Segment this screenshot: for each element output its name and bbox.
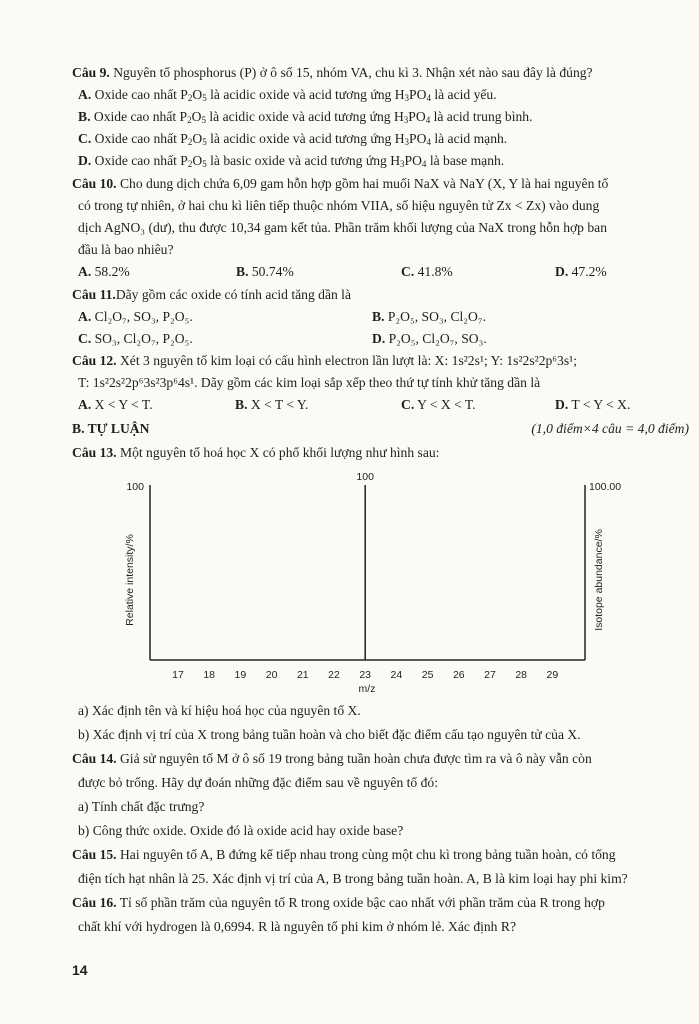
q10-option-d: D. 47.2% bbox=[555, 264, 607, 279]
q13-part-a: a) Xác định tên và kí hiệu hoá học của nguyên tố X. bbox=[78, 703, 361, 718]
x-axis-label: m/z bbox=[358, 683, 376, 695]
q12-option-a: A. X < Y < T. bbox=[78, 397, 153, 412]
x-tick-label: 29 bbox=[546, 669, 559, 681]
q10-label: Câu 10. bbox=[72, 176, 117, 191]
q9-option-a: A. Oxide cao nhất $P_2O_5$ là acidic oxide và acid tương ứng $H_3PO_4$ là acid yếu. bbox=[78, 87, 497, 103]
x-tick-label: 26 bbox=[452, 669, 465, 681]
q9-text: Nguyên tố phosphorus (P) ở ô số 15, nhóm VA, chu kì 3. Nhận xét nào sau đây là đúng? bbox=[113, 65, 593, 80]
q10-option-b: B. 50.74% bbox=[236, 264, 294, 279]
q12-option-d: D. T < Y < X. bbox=[555, 397, 631, 412]
section-b-title: B. TỰ LUẬN bbox=[72, 421, 150, 436]
q11-option-a: A. Cl₂O₇, SO₃, P₂O₅. bbox=[78, 309, 193, 324]
q12-option-b: B. X < T < Y. bbox=[235, 397, 309, 412]
y-tick-left: 100 bbox=[126, 481, 144, 493]
x-tick-label: 24 bbox=[390, 669, 403, 681]
x-tick-label: 21 bbox=[296, 669, 309, 681]
x-tick-label: 19 bbox=[234, 669, 247, 681]
x-tick-label: 18 bbox=[203, 669, 216, 681]
page-number: 14 bbox=[72, 962, 88, 978]
q12-option-c: C. Y < X < T. bbox=[401, 397, 476, 412]
x-tick-label: 25 bbox=[421, 669, 434, 681]
mass-spectrum-chart bbox=[100, 470, 660, 700]
x-tick-label: 27 bbox=[484, 669, 496, 681]
q14-part-b: b) Công thức oxide. Oxide đó là oxide acid hay oxide base? bbox=[78, 823, 404, 838]
q11-option-b: B. P₂O₅, SO₃, Cl₂O₇. bbox=[372, 309, 486, 324]
q11-option-c: C. SO₃, Cl₂O₇, P₂O₅. bbox=[78, 331, 193, 346]
q9-label: Câu 9. bbox=[72, 65, 110, 80]
q13-part-b: b) Xác định vị trí của X trong bảng tuần hoàn và cho biết đặc điểm cấu tạo nguyên tử của X. bbox=[78, 727, 581, 742]
y-axis-label-right: Isotope abundance/% bbox=[593, 529, 605, 631]
x-tick-label: 28 bbox=[515, 669, 528, 681]
q11-option-d: D. P₂O₅, Cl₂O₇, SO₃. bbox=[372, 331, 487, 346]
x-tick-label: 20 bbox=[265, 669, 278, 681]
y-axis-label-left: Relative intensity/% bbox=[124, 534, 136, 626]
section-b-score: (1,0 điểm×4 câu = 4,0 điểm) bbox=[531, 421, 689, 436]
q10-option-a: A. 58.2% bbox=[78, 264, 130, 279]
y-tick-right: 100.00 bbox=[589, 481, 622, 493]
q14-part-a: a) Tính chất đặc trưng? bbox=[78, 799, 205, 814]
q10-option-c: C. 41.8% bbox=[401, 264, 453, 279]
question-13: Câu 13. Một nguyên tố hoá học X có phổ khối lượng như hình sau: bbox=[72, 445, 440, 460]
x-tick-label: 22 bbox=[328, 669, 340, 681]
x-tick-label: 17 bbox=[172, 669, 184, 681]
q9-option-d: D. Oxide cao nhất $P_2O_5$ là basic oxide và acid tương ứng $H_3PO_4$ là base mạnh. bbox=[78, 153, 505, 169]
q12-label: Câu 12. bbox=[72, 353, 117, 368]
peak-label: 100 bbox=[356, 471, 374, 483]
q9-option-c: C. Oxide cao nhất $P_2O_5$ là acidic oxide và acid tương ứng $H_3PO_4$ là acid mạnh. bbox=[78, 131, 508, 147]
x-tick-label: 23 bbox=[359, 669, 372, 681]
q9-option-b: B. Oxide cao nhất $P_2O_5$ là acidic oxide và acid tương ứng $H_3PO_4$ là acid trung bình. bbox=[78, 109, 533, 125]
q11-label: Câu 11. bbox=[72, 287, 116, 302]
